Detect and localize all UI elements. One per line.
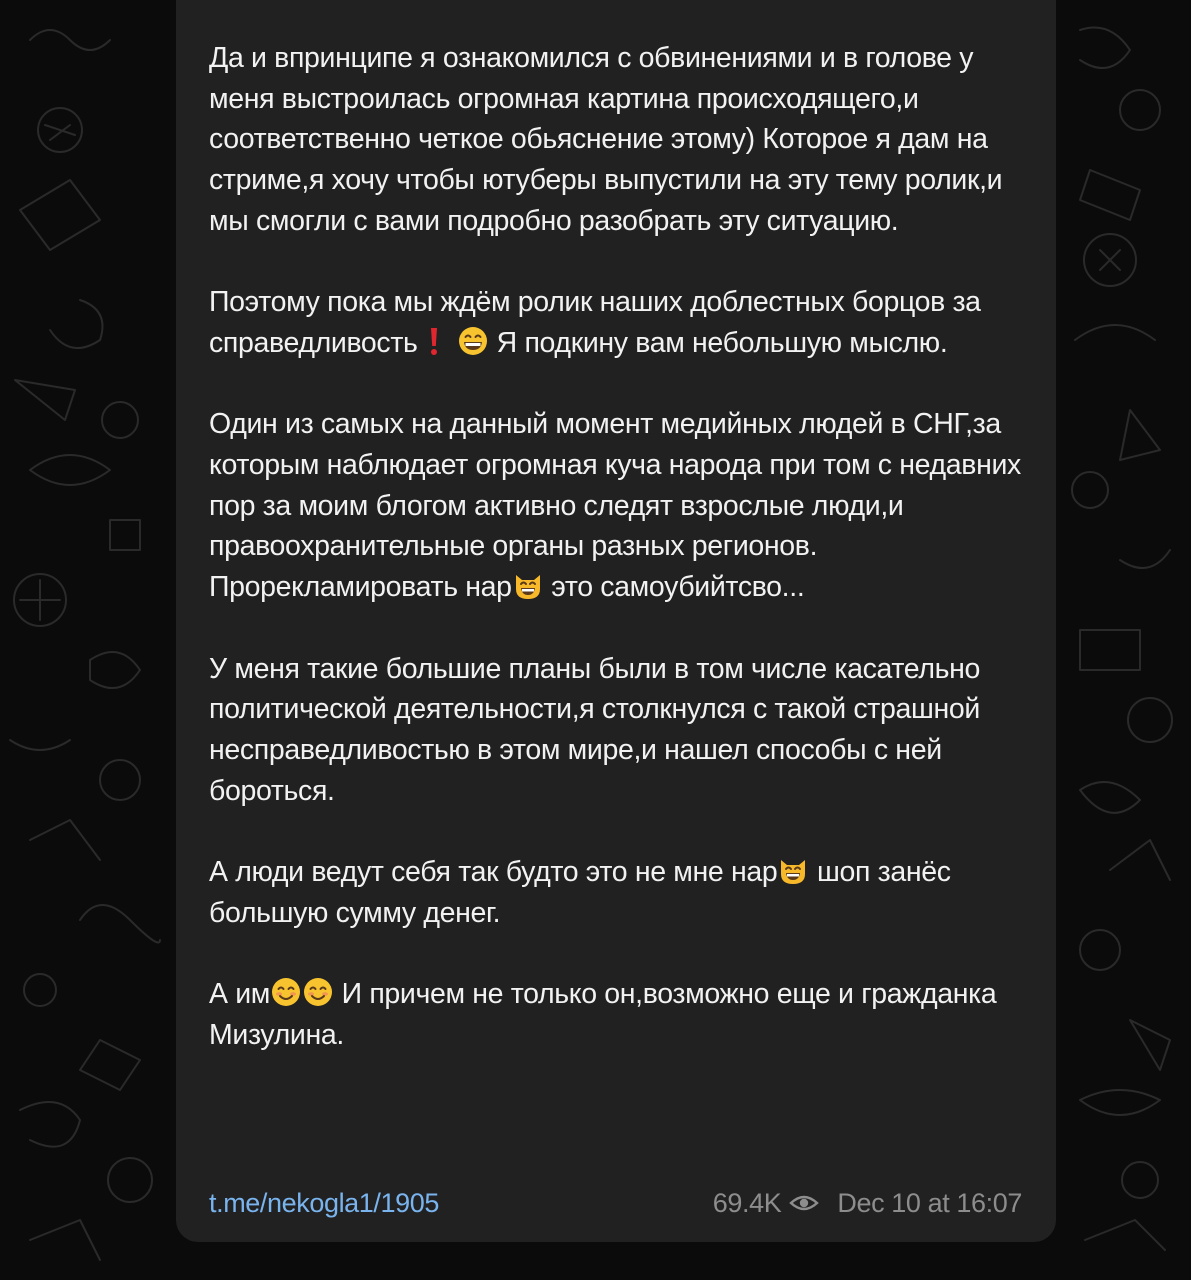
message-paragraph [209,852,1022,933]
message-text-run: Один из самых на данный момент медийных людей в СНГ,за которым наблюдает огромная куча народа при том с недавних пор за моим блогом активно следят взрослые люди,и правоохранительные органы разных регионов. [209,408,1029,563]
paragraph-gap [209,933,1022,974]
views-count: 69.4K [712,1187,782,1218]
grinning-cat-emoji-icon [777,854,809,886]
message-paragraph [209,404,1029,567]
message-date: Dec 10 at 16:07 [837,1187,1022,1218]
message-paragraph [209,974,1022,1055]
message-text [209,38,1029,1056]
message-text-run: А люди ведут себя так будто это не мне нар [209,856,778,888]
smiling-face-emoji-icon [270,976,302,1008]
message-text-run: И причем не только он,возможно еще и гражданка Мизулина. [209,978,1004,1051]
message-link[interactable]: t.me/nekogla1/1905 [209,1187,439,1218]
message-bubble [176,0,1056,1242]
message-text-run [450,327,458,359]
smiling-face-emoji-icon [302,976,334,1008]
message-footer [209,1183,1022,1223]
message-text-run: Поэтому пока мы ждём ролик наших доблестных борцов за справедливость [209,286,989,359]
message-text-run: это самоубийтсво... [543,571,805,604]
message-meta [713,1188,1022,1219]
message-paragraph [209,649,1022,812]
paragraph-gap [209,608,1022,649]
message-text-run: шоп занёс большую сумму денег. [209,856,959,929]
paragraph-gap [209,242,1022,283]
message-text-run: Я подкину вам небольшую мыслю. [489,326,948,359]
message-text-run: А им [209,978,271,1011]
exclamation-emoji-icon [418,325,450,357]
paragraph-gap [209,364,1022,405]
message-text-run: Прорекламировать нар [209,571,512,604]
message-paragraph [209,282,1022,363]
grinning-cat-emoji-icon [512,569,544,601]
message-paragraph [209,38,1022,242]
eye-icon [789,1193,819,1213]
message-text-run: У меня такие большие планы были в том числе касательно политической деятельности,я столкнулся с такой страшной несправедливостью в этом мире,и нашел способы с ней бороться. [209,652,988,807]
paragraph-gap [209,811,1022,852]
grinning-face-emoji-icon [457,325,489,357]
message-paragraph [209,567,1022,608]
message-text-run: Да и впринципе я ознакомился с обвинениями и в голове у меня выстроилась огромная картина происходящего,и соответственно четкое обьяснение этому) Которое я дам на стриме,я хочу чтобы ютуберы выпустили на эту тему ролик,и мы смогли с вами подробно разобрать эту ситуацию. [209,42,1010,237]
